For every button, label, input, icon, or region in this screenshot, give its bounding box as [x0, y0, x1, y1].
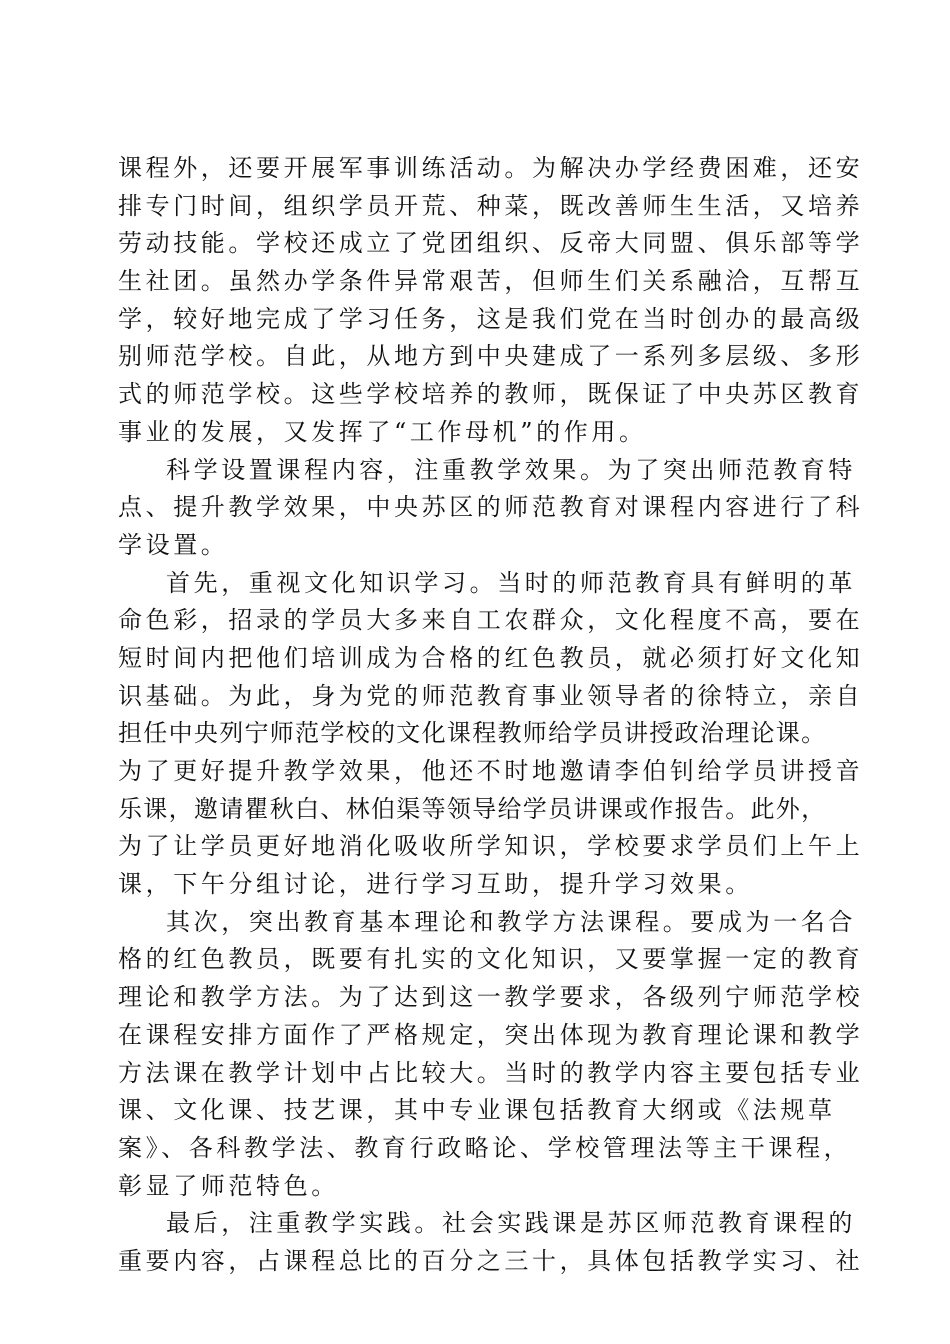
paragraph-start-line: 首先，重视文化知识学习。当时的师范教育具有鲜明的革 [166, 568, 856, 597]
text-line: 生社团。虽然办学条件异常艰苦，但师生们关系融洽，互帮互 [118, 267, 864, 296]
text-line: 案》、各科教学法、教育行政略论、学校管理法等主干课程， [118, 1133, 852, 1162]
text-line: 别师范学校。自此，从地方到中央建成了一系列多层级、多形 [118, 342, 864, 371]
body-text [118, 150, 864, 1281]
paragraph-start-line: 最后，注重教学实践。社会实践课是苏区师范教育课程的 [166, 1209, 856, 1238]
text-line: 课程外，还要开展军事训练活动。为解决办学经费困难，还安 [118, 154, 864, 182]
text-line: 识基础。为此，身为党的师范教育事业领导者的徐特立，亲自 [118, 681, 864, 710]
text-line: 式的师范学校。这些学校培养的教师，既保证了中央苏区教育 [118, 380, 864, 409]
text-line: 在课程安排方面作了严格规定，突出体现为教育理论课和教学 [118, 1020, 864, 1049]
text-line: 命色彩，招录的学员大多来自工农群众，文化程度不高，要在 [118, 606, 864, 635]
text-line: 理论和教学方法。为了达到这一教学要求，各级列宁师范学校 [118, 983, 864, 1012]
text-line: 学，较好地完成了学习任务，这是我们党在当时创办的最高级 [118, 304, 864, 333]
text-line: 彰显了师范特色。 [118, 1171, 339, 1200]
text-line: 点、提升教学效果，中央苏区的师范教育对课程内容进行了科 [118, 493, 864, 522]
text-line: 学设置。 [118, 530, 229, 559]
text-line: 方法课在教学计划中占比较大。当时的教学内容主要包括专业 [118, 1058, 864, 1087]
text-line: 劳动技能。学校还成立了党团组织、反帝大同盟、俱乐部等学 [118, 229, 864, 258]
text-line: 担任中央列宁师范学校的文化课程教师给学员讲授政治理论课。 [118, 719, 827, 748]
text-line: 为了让学员更好地消化吸收所学知识，学校要求学员们上午上 [118, 832, 864, 861]
text-line: 为了更好提升教学效果，他还不时地邀请李伯钊给学员讲授音 [118, 757, 864, 785]
text-line: 乐课，邀请瞿秋白、林伯渠等领导给学员讲课或作报告。此外， [118, 794, 827, 823]
paragraph-start-line: 其次，突出教育基本理论和教学方法课程。要成为一名合 [166, 907, 856, 936]
text-line: 事业的发展，又发挥了“工作母机”的作用。 [118, 417, 647, 446]
text-line: 短时间内把他们培训成为合格的红色教员，就必须打好文化知 [118, 643, 864, 672]
paragraph-start-line: 科学设置课程内容，注重教学效果。为了突出师范教育特 [166, 455, 856, 484]
text-line: 排专门时间，组织学员开荒、种菜，既改善师生生活，又培养 [118, 191, 864, 220]
text-line: 重要内容，占课程总比的百分之三十，具体包括教学实习、社 [118, 1246, 864, 1275]
text-line: 格的红色教员，既要有扎实的文化知识，又要掌握一定的教育 [118, 945, 864, 974]
text-line: 课、文化课、技艺课，其中专业课包括教育大纲或《法规草 [118, 1096, 836, 1125]
text-line: 课，下午分组讨论，进行学习互助，提升学习效果。 [118, 870, 753, 899]
